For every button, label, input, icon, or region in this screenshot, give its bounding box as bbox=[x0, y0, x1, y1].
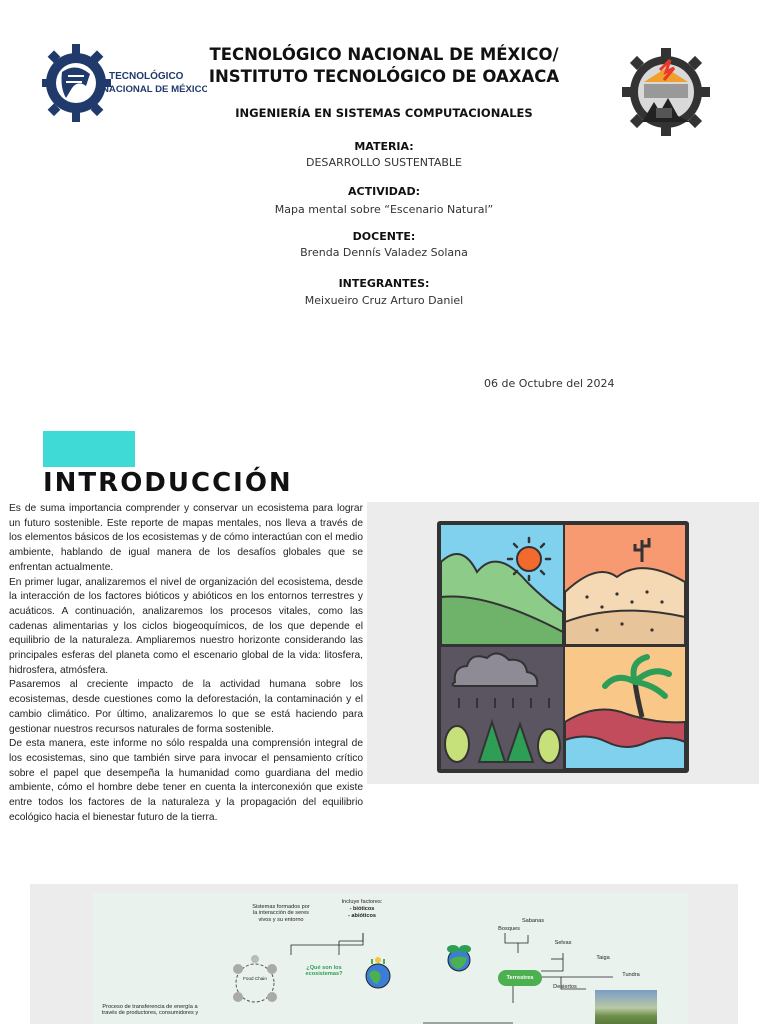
type-tundra: Tundra bbox=[622, 972, 640, 978]
type-sabanas: Sabanas bbox=[521, 918, 545, 924]
intro-body bbox=[9, 502, 363, 825]
logo-text-line2: NACIONAL DE MÉXICO bbox=[102, 84, 207, 95]
career-name: INGENIERÍA EN SISTEMAS COMPUTACIONALES bbox=[235, 106, 533, 120]
globe-icon bbox=[361, 956, 395, 990]
landscape-photo bbox=[595, 990, 657, 1024]
mindmap-panel bbox=[30, 884, 738, 1024]
terrestrial-node bbox=[498, 970, 542, 986]
teacher-value: Brenda Dennís Valadez Solana bbox=[300, 246, 468, 259]
ecosystem-illustration-panel bbox=[367, 502, 759, 784]
terrestrial-label: Terrestres bbox=[506, 975, 534, 981]
factor-biotic: - bióticos bbox=[349, 906, 375, 912]
activity-label: ACTIVIDAD: bbox=[348, 185, 420, 198]
institution-line-1: TECNOLÓGICO NACIONAL DE MÉXICO/ bbox=[209, 45, 559, 64]
factor-abiotic: - abióticos bbox=[348, 913, 376, 919]
earth-plant-icon bbox=[443, 942, 475, 974]
subject-value: DESARROLLO SUSTENTABLE bbox=[305, 156, 463, 169]
members-label: INTEGRANTES: bbox=[338, 277, 430, 290]
mindmap-canvas bbox=[93, 893, 688, 1024]
type-desiertos: Desiertos bbox=[553, 984, 577, 990]
type-taiga: Taiga bbox=[596, 955, 610, 961]
document-date: 06 de Octubre del 2024 bbox=[484, 377, 615, 390]
definition-text: Sistemas formados por la interacción de seres vivos y su entorno bbox=[252, 904, 310, 923]
ecosystem-illustration bbox=[367, 502, 759, 784]
type-selvas: Selvas bbox=[554, 940, 572, 946]
activity-value: Mapa mental sobre “Escenario Natural” bbox=[274, 203, 494, 216]
intro-paragraph: Pasaremos al creciente impacto de la actividad humana sobre los ecosistemas, desde cuestiones como la deforestación, la contaminación y el cambio climático. Por último, analizaremos lo que se está haciendo para gestionar nuestros recursos naturales de forma sostenible. bbox=[9, 679, 363, 735]
type-bosques: Bosques bbox=[498, 926, 520, 932]
teacher-label: DOCENTE: bbox=[352, 230, 416, 243]
institution-line-2: INSTITUTO TECNOLÓGICO DE OAXACA bbox=[208, 67, 560, 86]
process-text: Proceso de transferencia de energía a través de productores, consumidores y bbox=[101, 1004, 199, 1017]
subject-label: MATERIA: bbox=[354, 140, 414, 153]
members-value: Meixueiro Cruz Arturo Daniel bbox=[304, 294, 464, 307]
intro-paragraph: Es de suma importancia comprender y conservar un ecosistema para lograr un futuro sostenible. Este reporte de mapas mentales, nos lleva a través de los elementos básicos de los ecosistemas y de cómo interactúan con el medio ambiente, hablando de igual manera de los desafíos globales que se enfrentan actualmente. bbox=[9, 503, 363, 573]
factors-title: Incluye factores: bbox=[341, 899, 383, 905]
intro-paragraph: De esta manera, este informe no sólo respalda una comprensión integral de los ecosistemas, sino que también sirve para invocar el pensamiento crítico sobre el papel que desempeña la humanidad como guardiana del medio ambiente, cómo el hombre debe tener en cuenta la interconexión que existe entre todos los factores de la naturaleza y la propagación del equilibrio ecológico hacia el bienestar futuro de la tierra. bbox=[9, 738, 363, 823]
intro-heading: INTRODUCCIÓN bbox=[43, 468, 293, 498]
intro-paragraph: En primer lugar, analizaremos el nivel de organización del ecosistema, desde la interacción de los factores bióticos y abióticos en los entornos terrestres y acuáticos. A continuación, analizaremos los procesos vitales, como las cadenas alimentarias y los ciclos biogeoquímicos, de los que depende el equilibrio de la naturaleza. Ampliaremos nuestro horizonte considerando las principales esferas del planeta como el escenario global de la vida: litosfera, hidrosfera, atmósfera. bbox=[9, 576, 363, 676]
accent-bar bbox=[43, 431, 135, 467]
central-question: ¿Qué son los ecosistemas? bbox=[305, 965, 343, 978]
food-chain-label: Food Chain bbox=[243, 976, 267, 981]
logo-text-line1: TECNOLÓGICO bbox=[109, 71, 184, 82]
